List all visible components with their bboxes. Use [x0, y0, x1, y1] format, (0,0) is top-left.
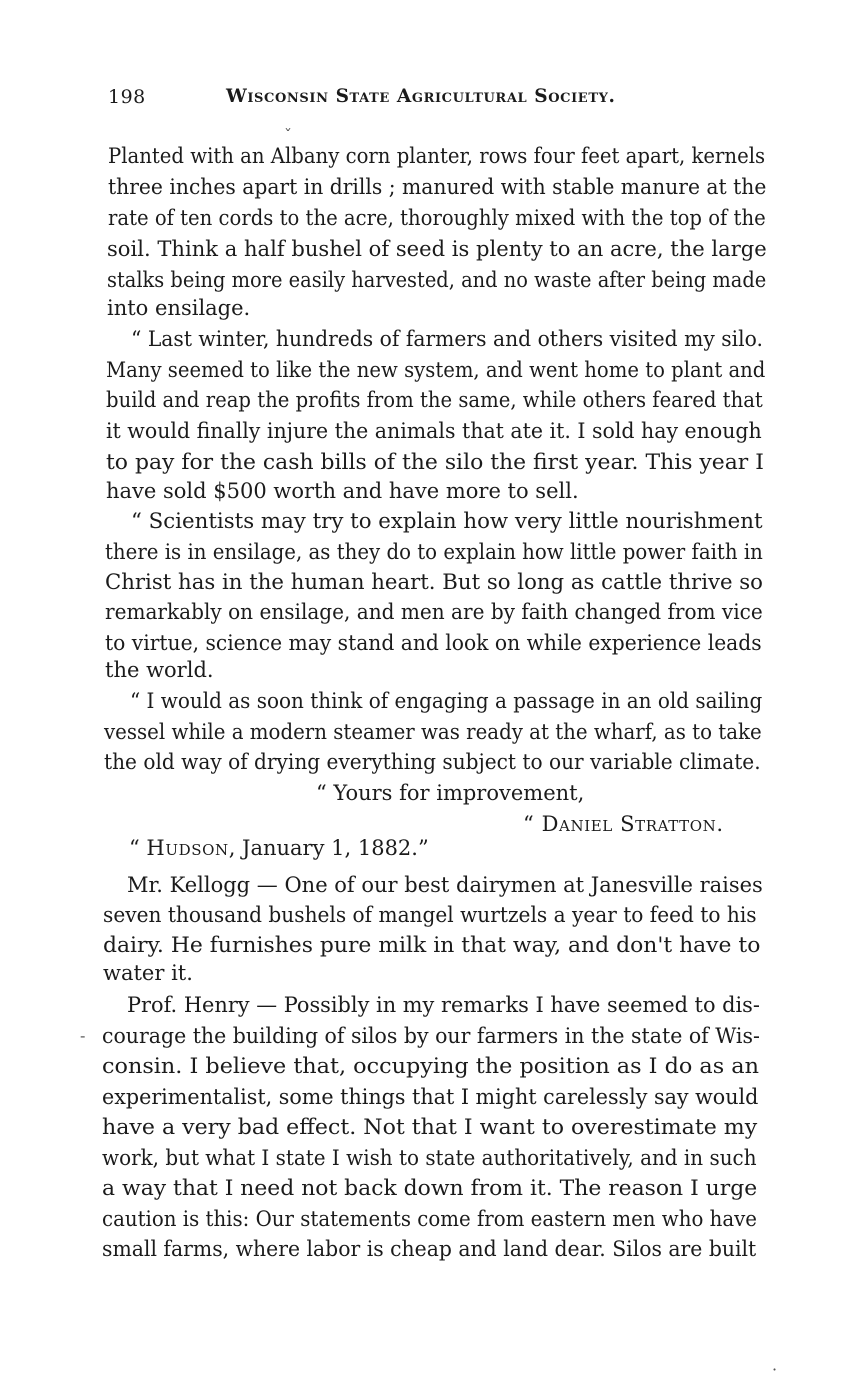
- text-line: courage the building of silos by our farmers in the state of Wis-: [102, 1024, 760, 1048]
- text-line: vessel while a modern steamer was ready at the wharf, as to take: [104, 720, 762, 744]
- text-line: seven thousand bushels of mangel wurtzels a year to feed to his: [103, 903, 757, 927]
- text-line: there is in ensilage, as they do to explain how little power faith in: [105, 540, 763, 564]
- text-line: “ I would as soon think of engaging a passage in an old sailing: [130, 689, 763, 713]
- text-line: have a very bad effect. Not that I want to overestimate my: [102, 1115, 758, 1139]
- stray-mark: ·: [772, 1360, 778, 1379]
- text-line: small farms, where labor is cheap and land dear. Silos are built: [102, 1237, 757, 1261]
- dateline: “ Hudson, January 1, 1882.”: [129, 836, 429, 860]
- text-line: stalks being more easily harvested, and no waste after being made: [107, 268, 767, 292]
- text-line: build and reap the profits from the same, while others feared that: [106, 388, 763, 412]
- text-line: Christ has in the human heart. But so long as cattle thrive so: [105, 570, 763, 594]
- signature-line: “ Daniel Stratton.: [523, 812, 724, 836]
- text-line: three inches apart in drills ; manured with stable manure at the: [108, 175, 767, 199]
- text-line: Planted with an Albany corn planter, rows four feet apart, kernels: [108, 144, 766, 168]
- text-line: it would finally injure the animals that ate it. I sold hay enough: [106, 419, 762, 443]
- closing-line: “ Yours for improvement,: [316, 781, 585, 805]
- text-line: to virtue, science may stand and look on while experience leads: [105, 631, 762, 655]
- text-line: caution is this: Our statements come from eastern men who have: [102, 1207, 757, 1231]
- place-name: Hudson: [146, 836, 229, 860]
- text-line: water it.: [103, 961, 193, 985]
- page-number: 198: [108, 86, 146, 108]
- stray-mark: -: [80, 1026, 86, 1045]
- text-line: have sold $500 worth and have more to sell.: [106, 479, 579, 503]
- text-line: “ Scientists may try to explain how very little nourishment: [131, 509, 763, 533]
- stray-mark: ˇ: [284, 126, 292, 145]
- text-line: Many seemed to like the new system, and went home to plant and: [106, 358, 766, 382]
- text-line: remarkably on ensilage, and men are by faith changed from vice: [105, 600, 763, 624]
- page-header: [108, 86, 668, 116]
- text-line: soil. Think a half bushel of seed is plenty to an acre, the large: [107, 237, 767, 261]
- text-line: “ Last winter, hundreds of farmers and others visited my silo.: [131, 327, 763, 351]
- text-line: experimentalist, some things that I might carelessly say would: [102, 1085, 759, 1109]
- text-line: the world.: [105, 658, 214, 682]
- text-line: work, but what I state I wish to state authoritatively, and in such: [102, 1146, 757, 1170]
- text-line: into ensilage.: [107, 296, 251, 320]
- text-line: consin. I believe that, occupying the position as I do as an: [102, 1054, 759, 1078]
- running-head: Wisconsin State Agricultural Society.: [226, 86, 616, 107]
- text-line: the old way of drying everything subject to our variable climate.: [104, 750, 761, 774]
- text-line: to pay for the cash bills of the silo the first year. This year I: [106, 450, 764, 474]
- text-line: Mr. Kellogg — One of our best dairymen at Janesville raises: [127, 873, 763, 897]
- text-line: a way that I need not back down from it. The reason I urge: [102, 1176, 758, 1200]
- text-line: dairy. He furnishes pure milk in that way, and don't have to: [103, 933, 761, 957]
- text-line: Prof. Henry — Possibly in my remarks I have seemed to dis-: [127, 993, 760, 1017]
- text-line: rate of ten cords to the acre, thoroughly mixed with the top of the: [108, 206, 766, 230]
